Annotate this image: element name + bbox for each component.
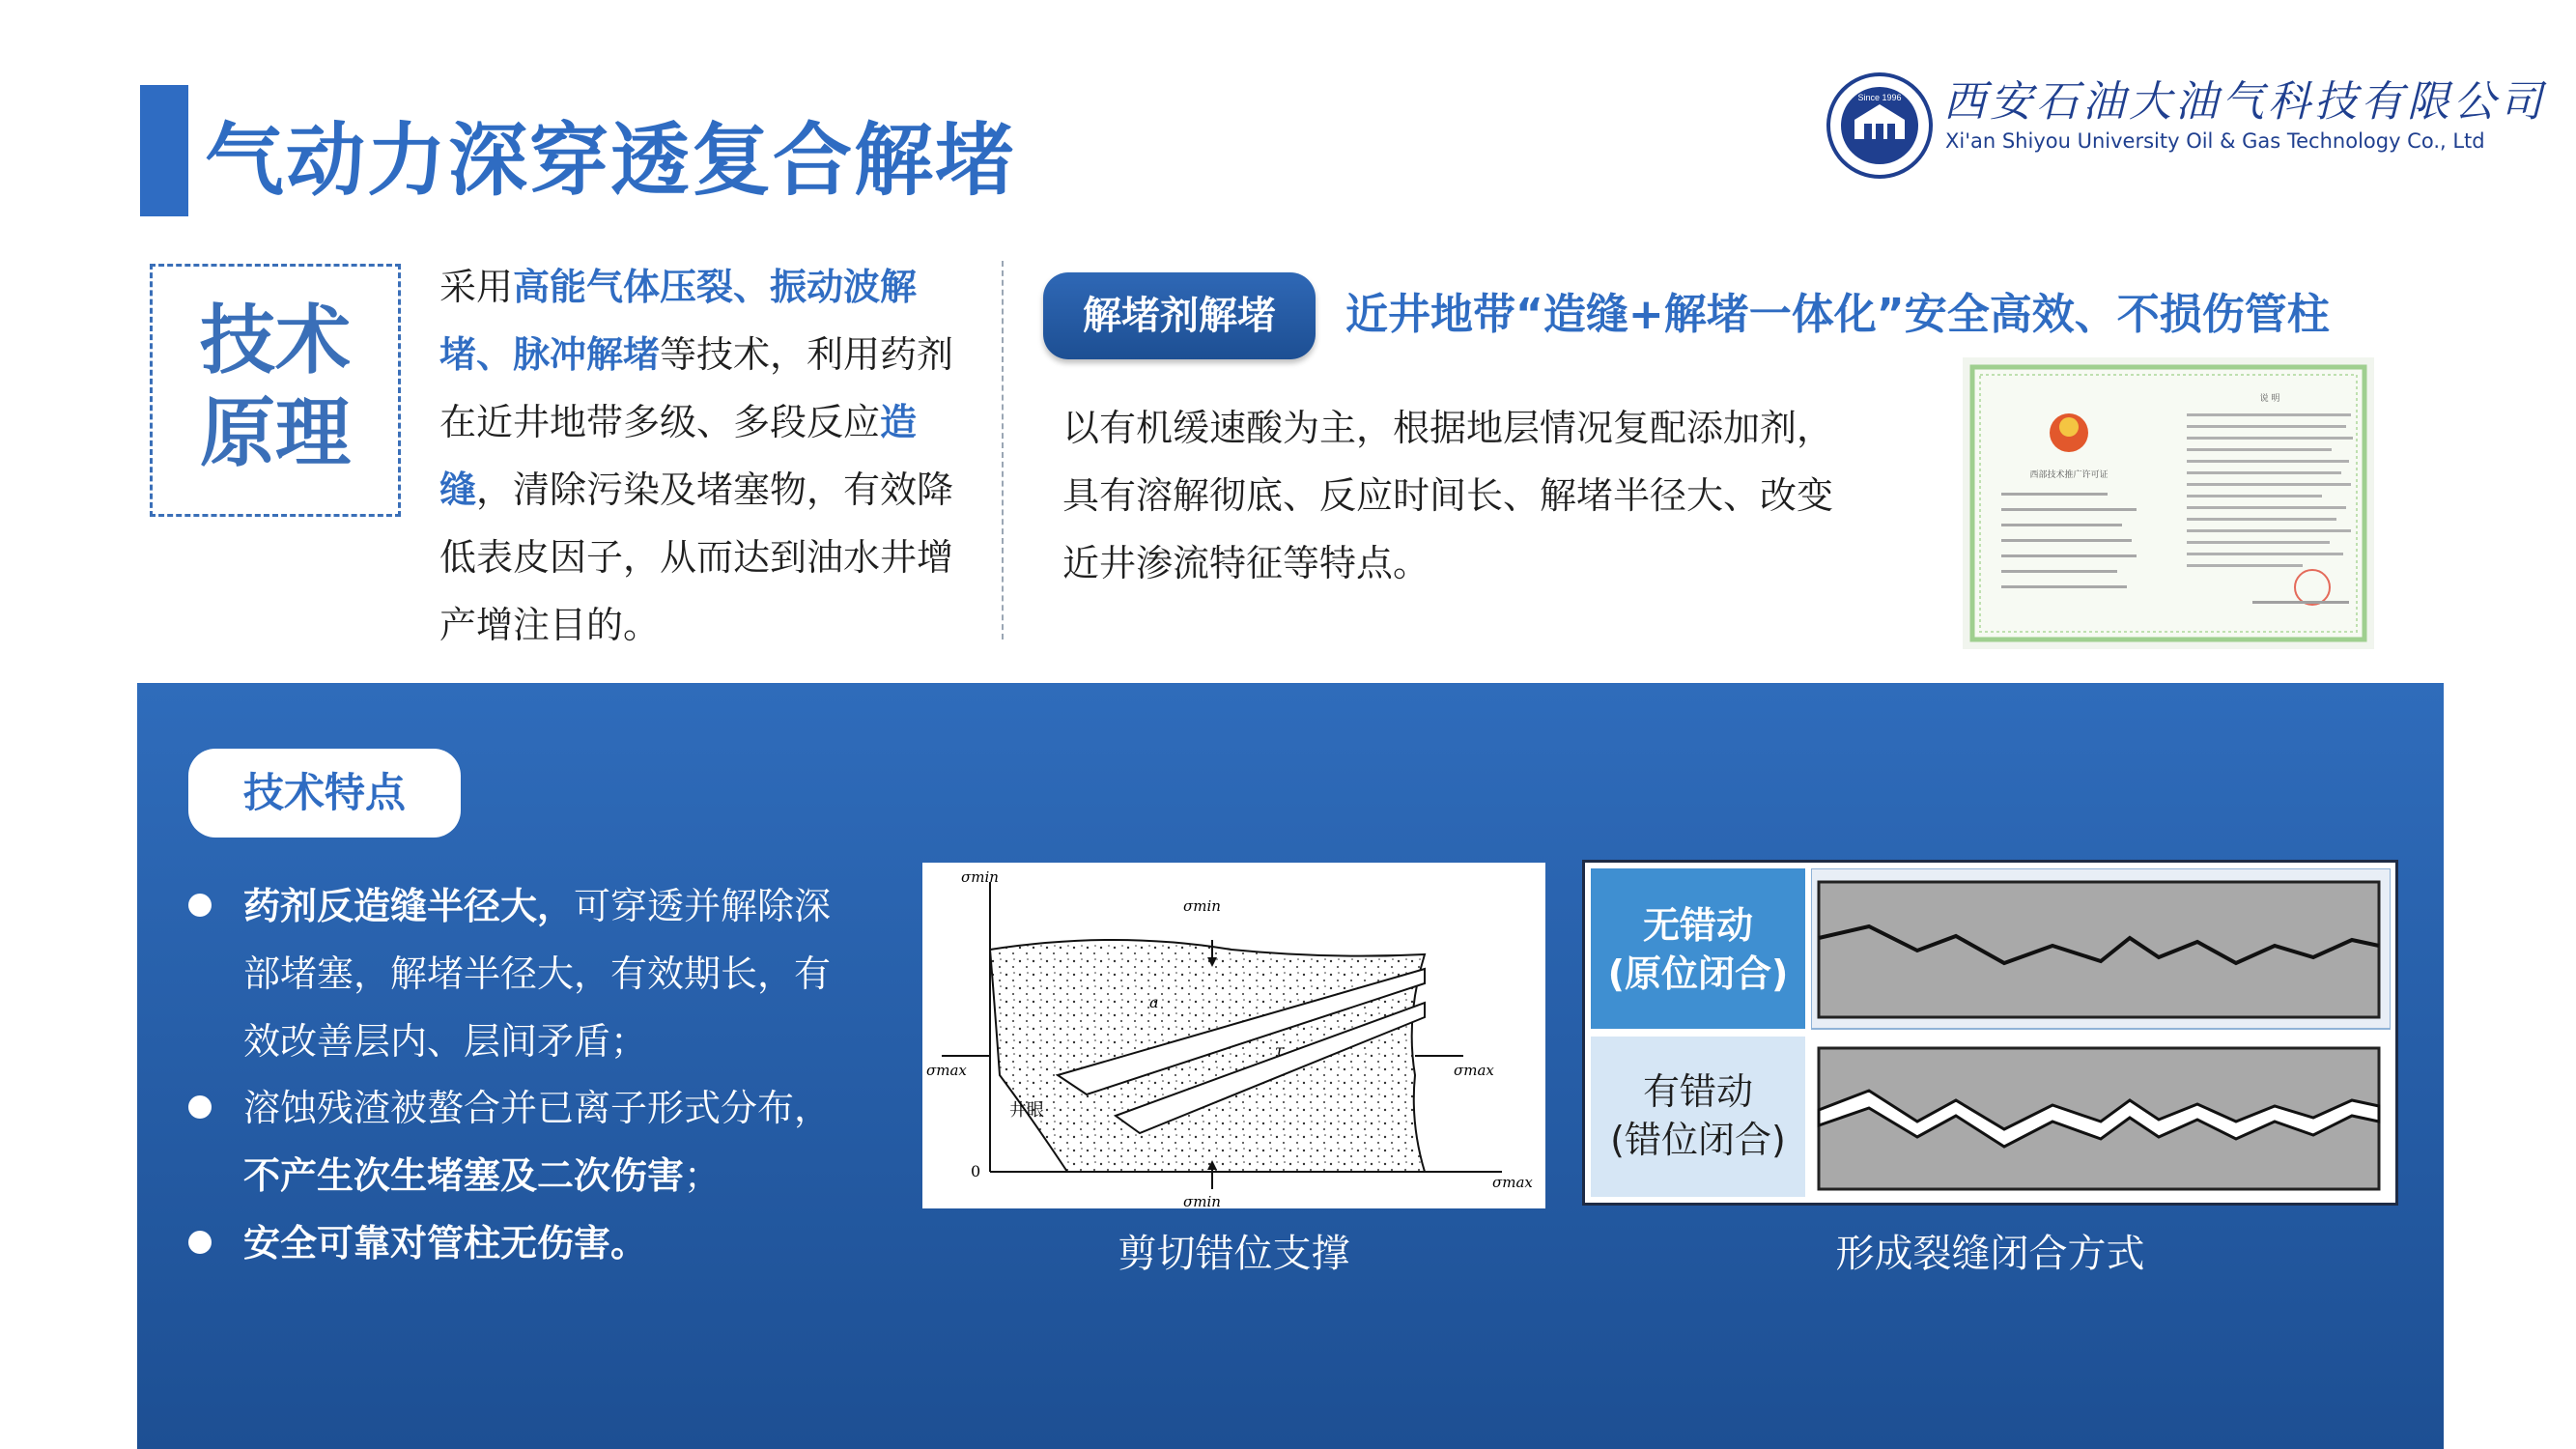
agent-desc-line3: 近井渗流特征等特点。 — [1062, 542, 1430, 584]
principle-label — [150, 295, 401, 480]
sigma-max-right: σmax — [1454, 1062, 1494, 1079]
tau-label: τ — [1275, 1041, 1284, 1060]
principle-highlight-fracture: 造缝 — [439, 401, 918, 511]
company-name-en: Xi'an Shiyou University Oil & Gas Technology Co., Ltd — [1945, 129, 2485, 153]
certificate-side-title: 说 明 — [2259, 394, 2280, 404]
feature-item-3 — [243, 1209, 842, 1277]
agent-section-pill: 解堵剂解堵 — [1043, 272, 1316, 359]
shear-dislocation-diagram — [922, 863, 1545, 1208]
wellbore-label: 井眼 — [1009, 1100, 1044, 1121]
vertical-divider — [1002, 261, 1004, 639]
fracture-a-label: a — [1149, 993, 1159, 1011]
principle-text-part1: 采用 — [439, 266, 514, 308]
origin-label: 0 — [971, 1162, 981, 1180]
page-title: 气动力深穿透复合解堵 — [205, 115, 1017, 207]
certificate-title: 西部技术推广许可证 — [2029, 470, 2109, 480]
bullet-dot — [188, 894, 212, 917]
closure-row1-line2: (原位闭合) — [1607, 952, 1789, 995]
svg-text:Since 1996: Since 1996 — [1857, 93, 1902, 102]
principle-label-line1: 技术 — [199, 298, 351, 384]
closure-row1-line1: 无错动 — [1642, 904, 1753, 947]
feature-item-3-bold: 安全可靠对管柱无伤害。 — [243, 1222, 648, 1264]
feature-item-1-text: 可穿透并解除深部堵塞，解堵半径大，有效期长，有效改善层内、层间矛盾； — [243, 885, 832, 1063]
agent-section-heading: 近井地带“造缝+解堵一体化”安全高效、不损伤管柱 — [1345, 290, 2330, 339]
feature-item-2-text: 溶蚀残渣被螯合并已离子形式分布， — [243, 1087, 832, 1129]
agent-description — [1062, 394, 1912, 597]
feature-item-1 — [243, 872, 842, 1075]
closure-profiles — [1811, 868, 2391, 1197]
feature-item-1-bold: 药剂反造缝半径大， — [243, 885, 575, 927]
sigma-min-top: σmin — [1183, 897, 1221, 915]
university-logo — [1826, 71, 1934, 180]
company-name-cn: 西安石油大油气科技有限公司 — [1943, 77, 2546, 127]
sigma-min-bottom: σmin — [1183, 1193, 1221, 1208]
sigma-max-left: σmax — [926, 1062, 967, 1079]
fracture-closure-diagram — [1582, 860, 2398, 1206]
closure-figure-caption: 形成裂缝闭合方式 — [1835, 1232, 2145, 1276]
agent-desc-line1: 以有机缓速酸为主，根据地层情况复配添加剂， — [1062, 407, 1834, 449]
closure-row2-line1: 有错动 — [1642, 1070, 1753, 1113]
feature-item-2 — [243, 1074, 842, 1209]
feature-item-2-bold: 不产生次生堵塞及二次伤害 — [243, 1154, 685, 1197]
sigma-min-top-left: σmin — [961, 868, 999, 886]
closure-row2-line2: (错位闭合) — [1610, 1119, 1786, 1161]
bullet-dot — [188, 1095, 212, 1119]
features-pill: 技术特点 — [188, 749, 461, 838]
principle-text-part3: ，清除污染及堵塞物，有效降低表皮因子，从而达到油水井增产增注目的。 — [439, 469, 954, 646]
shear-figure-caption: 剪切错位支撑 — [1118, 1232, 1350, 1276]
principle-label-line2: 原理 — [199, 390, 351, 477]
bullet-dot — [188, 1231, 212, 1254]
principle-description — [439, 253, 980, 659]
closure-row2-label — [1591, 1067, 1805, 1164]
agent-desc-line2: 具有溶解彻底、反应时间长、解堵半径大、改变 — [1062, 474, 1834, 517]
principle-highlight-methods: 高能气体压裂、振动波解堵、脉冲解堵 — [439, 266, 918, 376]
license-certificate-image — [1963, 357, 2374, 649]
closure-row1-label — [1591, 901, 1805, 998]
feature-item-2-end: ； — [684, 1154, 722, 1197]
sigma-max-axis: σmax — [1492, 1174, 1533, 1191]
title-accent-bar — [140, 85, 188, 216]
principle-text-part2: 等技术，利用药剂在近井地带多级、多段反应 — [439, 333, 954, 443]
